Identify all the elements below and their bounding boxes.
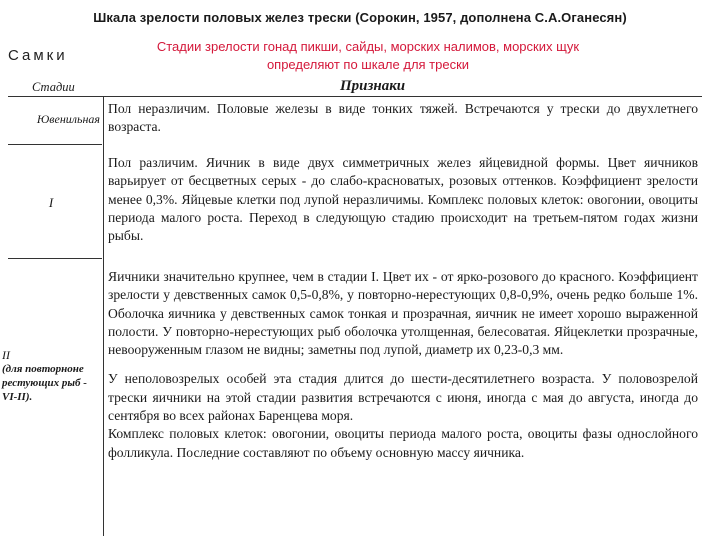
stage-juvenile: Ювенильная xyxy=(36,112,100,126)
note-line-2: определяют по шкале для трески xyxy=(266,57,470,72)
note-text xyxy=(118,38,618,74)
table-column-divider xyxy=(103,96,104,536)
desc-stage-ii-paragraph-3: Комплекс половых клеток: овогонии, овоциты периода малого роста, овоциты фазы однослойного фолликула. Последние составляют по объему основную массу яичника. xyxy=(108,426,698,460)
desc-juvenile: Пол неразличим. Половые железы в виде тонких тяжей. Встречаются у трески до двухлетнего возраста. xyxy=(108,101,698,135)
column-header-signs: Признаки xyxy=(340,78,406,94)
desc-stage-ii-paragraph-2: У неполовозрелых особей эта стадия длится до шести-десятилетнего возраста. У половозрелой трески яичники на этой стадии развития встречаются с июня, иногда с мая до августа, иногда до сентября во всех районах Баренцева моря. xyxy=(108,371,698,424)
page-title: Шкала зрелости половых желез трески (Сорокин, 1957, дополнена С.А.Оганесян) xyxy=(93,10,627,25)
desc-stage-i: Пол различим. Яичник в виде двух симметричных желез яйцевидной формы. Цвет яичников варьирует от бесцветных серых - до слабо-красноватых, розовых оттенков. Коэффициент зрелости менее 0,3%. Яйцевые клетки под лупой неразличимы. Комплекс половых клеток: овогонии, овоциты периода малого роста. Переход в следующую стадию происходит на третьем-пятом годах жизни рыбы. xyxy=(108,155,698,244)
stage-ii xyxy=(2,348,98,404)
section-label-females: Самки xyxy=(8,47,68,64)
table-header-rule xyxy=(8,96,702,97)
stage-i: I xyxy=(48,195,54,210)
desc-stage-ii-paragraph-1: Яичники значительно крупнее, чем в стадии I. Цвет их - от ярко-розового до красного. Коэффициент зрелости у девственных самок 0,5-0,8%, у повторно-нерестующих 0,8-0,9%, очень редко больше 1%. Оболочка яичника у девственных самок тонкая и прозрачная, яичник не имеет хорошо выраженной полости. У повторно-нерестующих рыб оболочка утолщенная, белесоватая. Яйцеклетки прозрачные, невооруженным глазом не видны; заметны под лупой, диаметр их 0,23-0,3 мм. xyxy=(108,269,698,358)
note-line-1: Стадии зрелости гонад пикши, сайды, морских налимов, морских щук xyxy=(156,39,580,54)
column-header-stages: Стадии xyxy=(32,80,75,94)
stage-ii-note: (для повторноне рестующих рыб - VI-II). xyxy=(2,363,87,403)
desc-stage-ii xyxy=(108,268,698,462)
stage-ii-label: II xyxy=(2,348,10,362)
row-divider-2 xyxy=(8,258,102,259)
row-divider-1 xyxy=(8,144,102,145)
